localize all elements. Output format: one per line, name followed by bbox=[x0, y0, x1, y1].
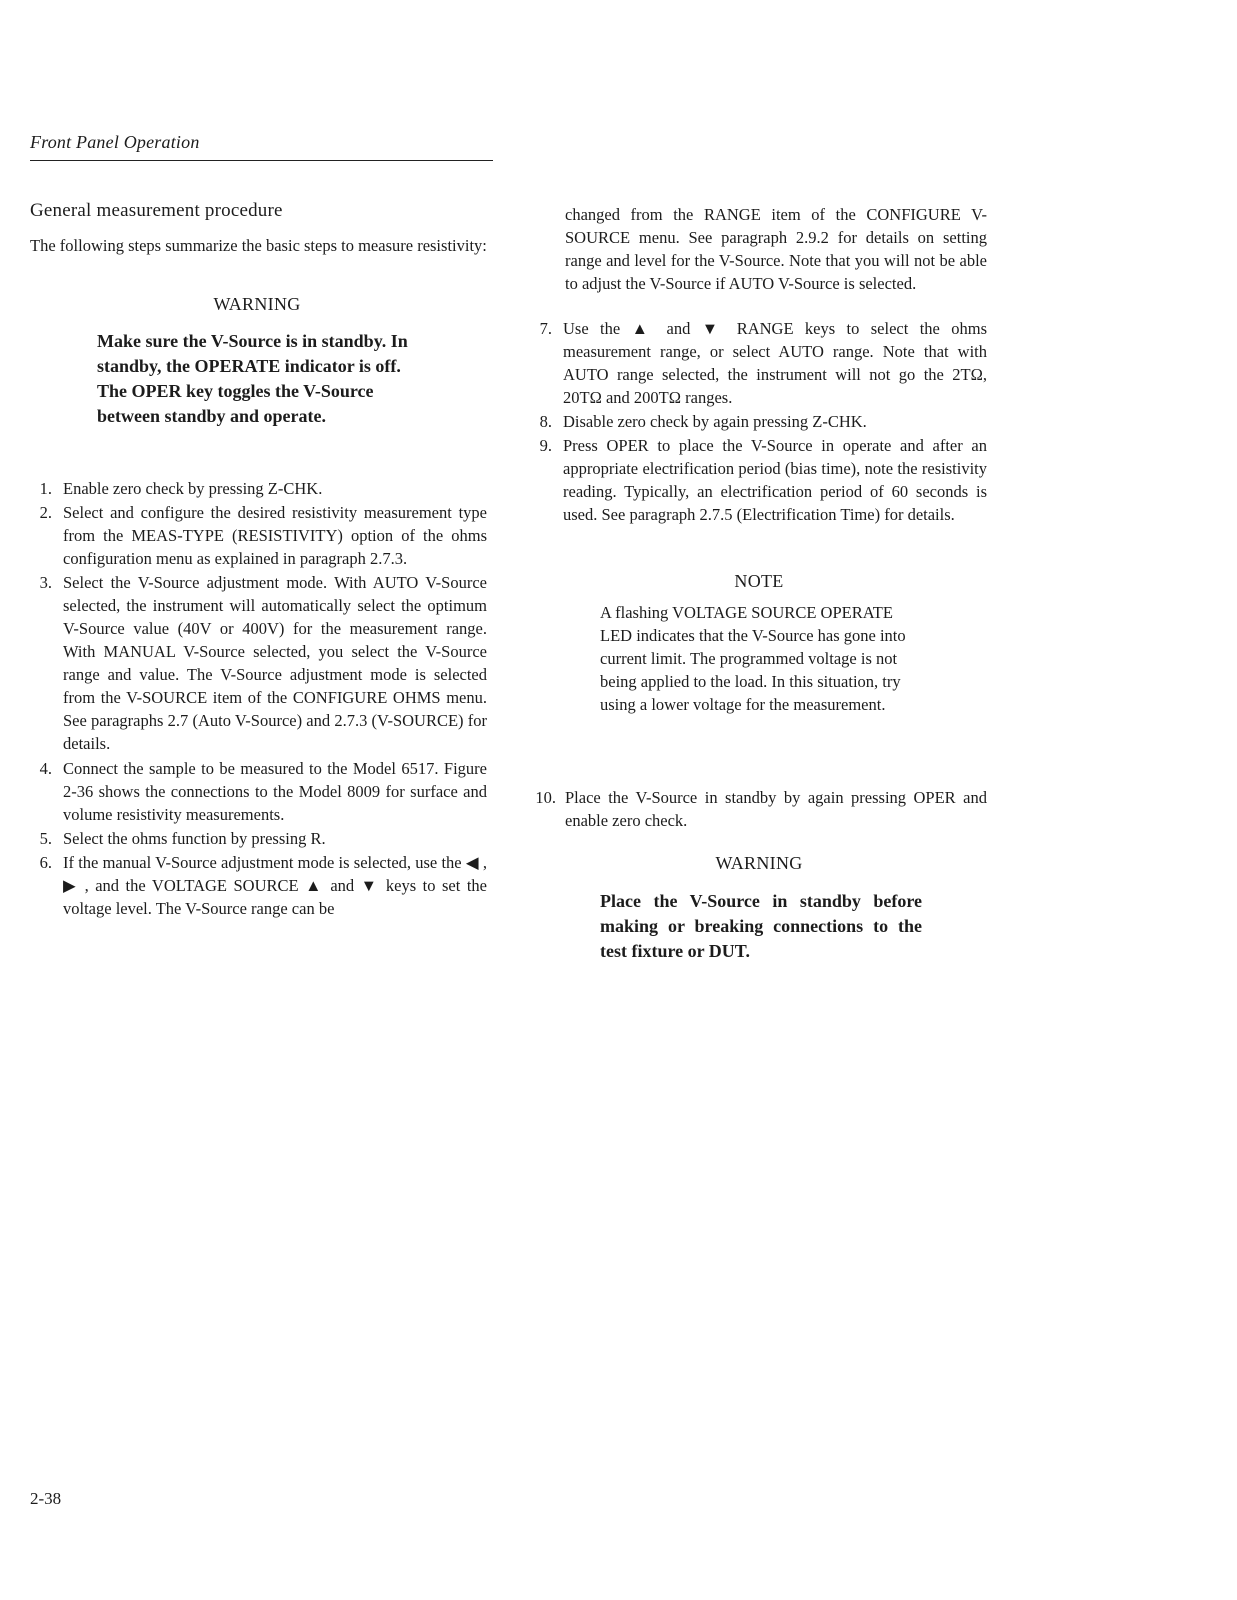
list-item: 2. Select and configure the desired resistivity measurement type from the MEAS-TYPE (RESISTIVITY) option of the ohms configuration menu as explained in paragraph 2.7.3. bbox=[39, 503, 487, 569]
steps-list-right bbox=[530, 317, 987, 528]
warning-title: WARNING bbox=[715, 853, 803, 873]
header-title: Front Panel Operation bbox=[30, 132, 200, 152]
page-number: 2-38 bbox=[30, 1489, 62, 1508]
list-item: 3. Select the V-Source adjustment mode. With AUTO V-Source selected, the instrument will automatically select the optimum V-Source value (40V or 400V) for the measurement range. With MANUAL V-Source selected, you select the V-Source range and value. The V-Source adjustment mode is selected from the V-SOURCE item of the CONFIGURE OHMS menu. See paragraphs 2.7 (Auto V-Source) and 2.7.3 (V-SOURCE) for details. bbox=[39, 573, 487, 754]
list-item: 6. If the manual V-Source adjustment mode is selected, use the ◀ , ▶ , and the VOLTAGE SOURCE ▲ and ▼ keys to set the voltage level. The V-Source range can be bbox=[39, 852, 487, 918]
note-title: NOTE bbox=[734, 571, 784, 591]
warning-body: Make sure the V-Source is in standby. In standby, the OPERATE indicator is off. The OPER key toggles the V-Source between standby and operate. bbox=[97, 331, 408, 426]
list-item: 4. Connect the sample to be measured to the Model 6517. Figure 2-36 shows the connections to the Model 8009 for surface and volume resistivity measurements. bbox=[39, 758, 487, 824]
list-item: 5. Select the ohms function by pressing R. bbox=[39, 828, 326, 848]
warning-title: WARNING bbox=[213, 294, 301, 314]
list-item: 8. Disable zero check by again pressing Z-CHK. bbox=[539, 412, 867, 432]
list-item: 7. Use the ▲ and ▼ RANGE keys to select the ohms measurement range, or select AUTO range. Note that with AUTO range selected, the instrument will not go the 2TΩ, 20TΩ and 200TΩ ranges. bbox=[539, 319, 987, 407]
warning-body: Place the V-Source in standby before making or breaking connections to the test fixture or DUT. bbox=[600, 891, 922, 961]
list-item: 9. Press OPER to place the V-Source in operate and after an appropriate electrification period (bias time), note the resistivity reading. Typically, an electrification period of 60 seconds is used. See paragraph 2.7.5 (Electrification Time) for details. bbox=[539, 436, 987, 525]
list-item: 10. Place the V-Source in standby by again pressing OPER and enable zero check. bbox=[535, 788, 987, 830]
note-body: A flashing VOLTAGE SOURCE OPERATE LED indicates that the V-Source has gone into current limit. The programmed voltage is not being applied to the load. In this situation, try using a lower voltage for the measurement. bbox=[600, 603, 906, 714]
steps-list-step10 bbox=[530, 786, 987, 833]
section-heading: General measurement procedure bbox=[30, 200, 283, 221]
steps-list-left bbox=[30, 477, 487, 921]
list-item: 1. Enable zero check by pressing Z-CHK. bbox=[39, 479, 323, 498]
intro-paragraph: The following steps summarize the basic steps to measure resistivity: bbox=[30, 236, 487, 255]
step6-continuation: changed from the RANGE item of the CONFIGURE V-SOURCE menu. See paragraph 2.9.2 for details on setting range and level for the V-Source. Note that you will not be able to adjust the V-Source if AUTO V-Source is selected. bbox=[565, 205, 987, 293]
running-header bbox=[30, 132, 493, 161]
